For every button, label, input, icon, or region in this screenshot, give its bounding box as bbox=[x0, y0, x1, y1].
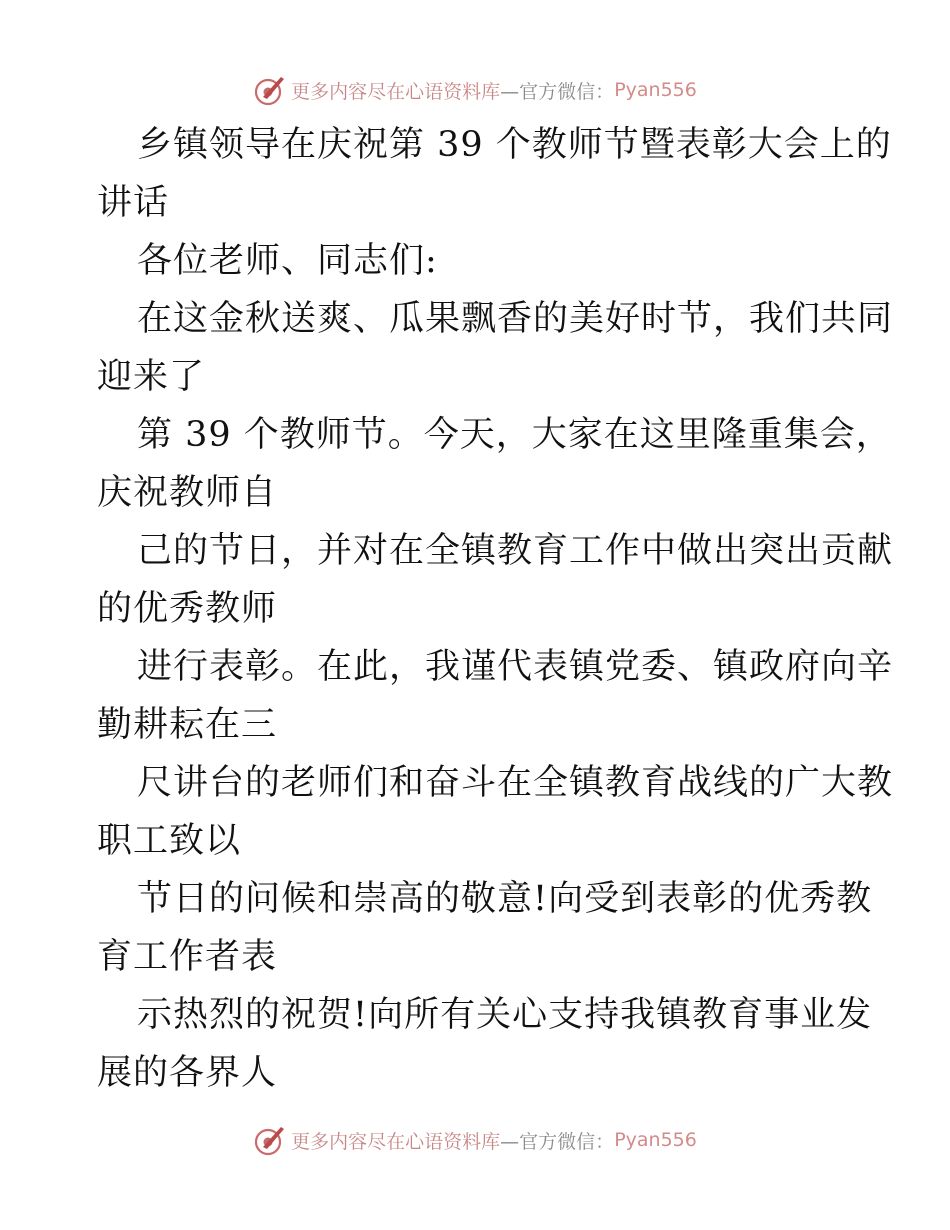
doc-title-line-1: 乡镇领导在庆祝第 39 个教师节暨表彰大会上的 bbox=[137, 125, 892, 165]
watermark-site-name: 更多内容尽在心语资料库 bbox=[291, 1130, 501, 1153]
watermark-wechat-label: —官方微信： bbox=[500, 80, 615, 103]
doc-line: 展的各界人 bbox=[97, 1053, 278, 1093]
doc-line: 育工作者表 bbox=[97, 937, 278, 977]
doc-line: 迎来了 bbox=[97, 357, 206, 397]
doc-line: 在这金秋送爽、瓜果飘香的美好时节，我们共同 bbox=[137, 299, 894, 339]
quill-logo-icon bbox=[253, 1123, 287, 1157]
watermark-wechat-label: —官方微信： bbox=[500, 1130, 615, 1153]
quill-logo-icon bbox=[253, 73, 287, 107]
doc-line: 的优秀教师 bbox=[97, 589, 278, 629]
doc-line: 庆祝教师自 bbox=[97, 473, 278, 513]
doc-line: 己的节日，并对在全镇教育工作中做出突出贡献 bbox=[137, 531, 894, 571]
doc-line: 示热烈的祝贺!向所有关心支持我镇教育事业发 bbox=[137, 995, 873, 1035]
doc-line: 勤耕耘在三 bbox=[97, 705, 278, 745]
doc-line: 节日的问候和崇高的敬意!向受到表彰的优秀教 bbox=[137, 879, 873, 919]
watermark-site-name: 更多内容尽在心语资料库 bbox=[291, 80, 501, 103]
doc-line: 进行表彰。在此，我谨代表镇党委、镇政府向辛 bbox=[137, 647, 894, 687]
doc-line: 第 39 个教师节。今天，大家在这里隆重集会， bbox=[137, 415, 892, 455]
doc-title-line-2: 讲话 bbox=[97, 183, 170, 223]
watermark-wechat-id: Pyan556 bbox=[614, 1129, 697, 1151]
footer-watermark bbox=[0, 1120, 950, 1160]
header-watermark bbox=[0, 70, 950, 110]
watermark-wechat-id: Pyan556 bbox=[614, 79, 697, 101]
doc-line: 尺讲台的老师们和奋斗在全镇教育战线的广大教 bbox=[137, 763, 894, 803]
doc-line: 职工致以 bbox=[97, 821, 242, 861]
doc-salutation: 各位老师、同志们: bbox=[137, 241, 438, 281]
